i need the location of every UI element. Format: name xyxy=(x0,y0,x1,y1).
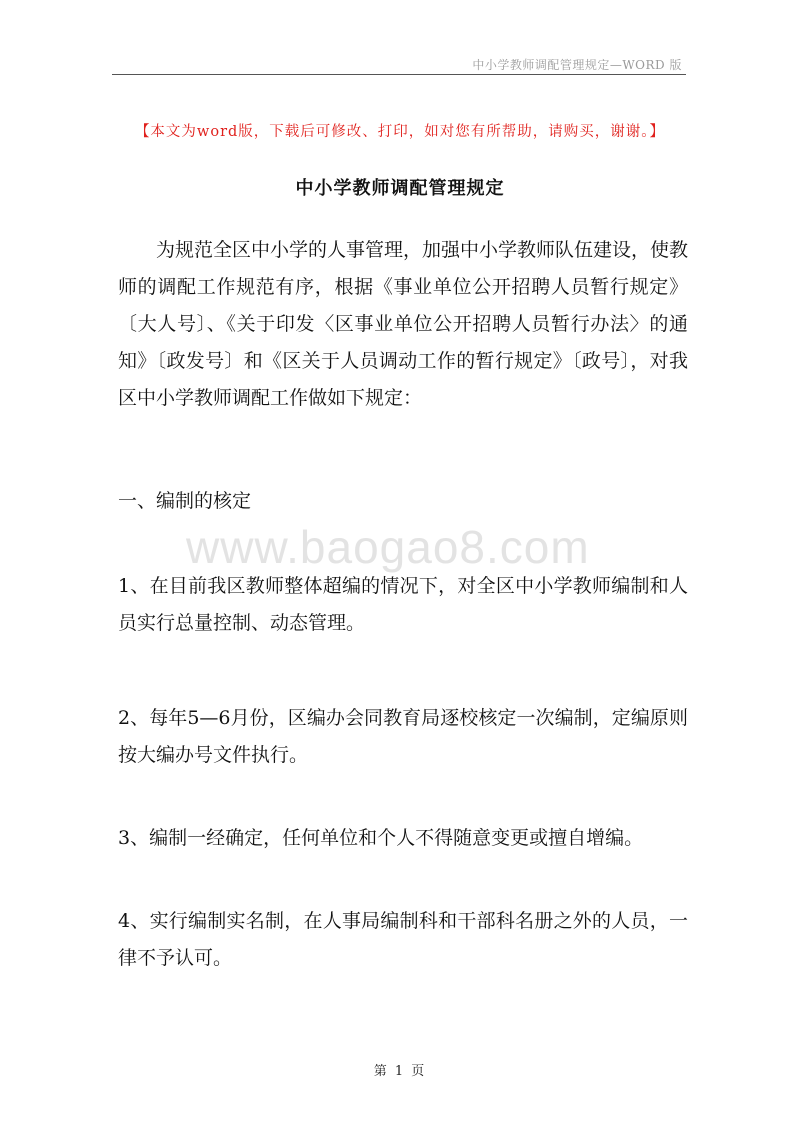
list-item: 4、实行编制实名制，在人事局编制科和干部科名册之外的人员，一律不予认可。 xyxy=(118,910,688,969)
header-divider xyxy=(112,74,686,75)
page-number: 第 1 页 xyxy=(373,1064,427,1079)
watermark: www.baogao8.com xyxy=(186,521,590,573)
document-title: 中小学教师调配管理规定 xyxy=(295,178,505,199)
list-item: 3、编制一经确定，任何单位和个人不得随意变更或擅自增编。 xyxy=(118,827,644,849)
page-header-title: 中小学教师调配管理规定—WORD 版 xyxy=(472,58,682,72)
list-item: 2、每年5—6月份，区编办会同教育局逐校核定一次编制，定编原则按大编办号文件执行。 xyxy=(118,707,688,766)
download-notice: 【本文为word版，下载后可修改、打印，如对您有所帮助，请购买，谢谢。】 xyxy=(134,124,666,140)
intro-paragraph: 为规范全区中小学的人事管理，加强中小学教师队伍建设，使教师的调配工作规范有序，根据《事业单位公开招聘人员暂行规定》〔大人号〕、《关于印发〈区事业单位公开招聘人员暂行办法〉的通知》〔政发号〕和《区关于人员调动工作的暂行规定》〔政号〕，对我区中小学教师调配工作做如下规定： xyxy=(118,239,689,409)
section-heading: 一、编制的核定 xyxy=(118,490,252,512)
list-item: 1、在目前我区教师整体超编的情况下，对全区中小学教师编制和人员实行总量控制、动态管理。 xyxy=(118,575,688,634)
